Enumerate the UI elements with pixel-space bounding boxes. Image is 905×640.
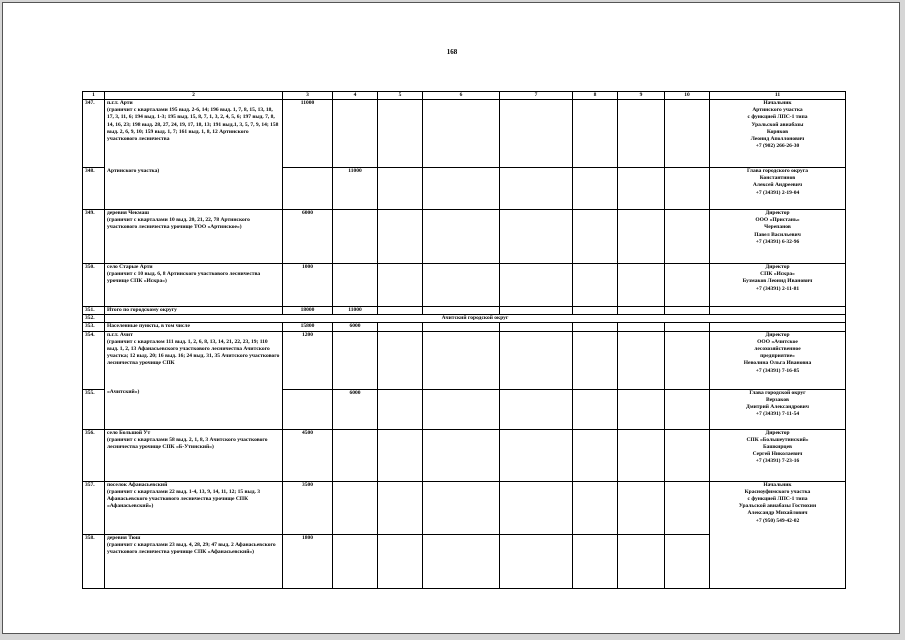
contact-cell: Глава городской округ Верзаков Дмитрий Александрович +7 (34391) 7-11-54 bbox=[710, 389, 846, 429]
col3-value: 1000 bbox=[283, 264, 333, 307]
row-number: 351. bbox=[83, 307, 105, 315]
row-number: 356. bbox=[83, 429, 105, 481]
header-col-3: 3 bbox=[283, 92, 333, 100]
row-number: 352. bbox=[83, 315, 105, 323]
col3-value: 11000 bbox=[283, 100, 333, 168]
row-number: 349. bbox=[83, 210, 105, 264]
contact-cell: Директор СПК «Большеутинский» Башкирцев Сергей Николаевич +7 (34391) 7-23-16 bbox=[710, 429, 846, 481]
settlement-name: деревня Чекмаш bbox=[107, 210, 149, 216]
header-col-2: 2 bbox=[105, 92, 283, 100]
header-col-9: 9 bbox=[618, 92, 665, 100]
settlement-name: деревня Тюш bbox=[107, 534, 141, 541]
settlement-boundary: (граничит с 10 выд. 6, 8 Артинского участкового лесничества урочище СПК «Искра») bbox=[107, 271, 261, 285]
settlement-name: «Ачитский») bbox=[105, 389, 283, 429]
settlement-boundary: (граничит с кварталом 111 выд. 1, 2, 6, 8, 13, 14, 21, 22, 23, 19; 110 выд. 1, 2, 13 Афанасьевского участкового лесничества Ачитского участка; 12 выд. 20; 16 выд. 16; 24 выд. 31, 35 Ачитского участкового лесничества урочище СПК bbox=[107, 338, 280, 367]
settlement-name: Артинского участка) bbox=[105, 168, 283, 210]
settlement-boundary: (граничит с кварталами 58 выд. 2, 1, 8, 3 Ачитского участкового лесничества урочище СПК «Б-Утинский») bbox=[107, 436, 268, 451]
settlement-boundary: (граничит с кварталами 23 выд. 4, 28, 29; 47 выд. 2 Афанасьевского участкового лесничества урочище СПК «Афанасьевский») bbox=[107, 541, 276, 556]
table-row bbox=[83, 100, 846, 168]
contact-cell: Начальник Красноуфимского участка с функцией ЛПС-1 типа Уральской авиабазы Гостюхин Александр Михайлович +7 (950) 549-42-02 bbox=[710, 481, 846, 588]
row-number: 347. bbox=[83, 100, 105, 168]
col3-value: 3500 bbox=[283, 481, 333, 534]
row-number: 350. bbox=[83, 264, 105, 307]
row-number: 357. bbox=[83, 481, 105, 534]
contact-cell: Директор ООО «Ачитское лесохозяйственное предприятие» Неволина Ольга Ивановна +7 (34391) 7-16-85 bbox=[710, 331, 846, 389]
settlement-name: п.г.т. Ачит bbox=[107, 331, 133, 338]
settlement-cell bbox=[105, 210, 283, 264]
settlement-name: п.г.т. Арти bbox=[107, 100, 133, 106]
row-label: Итого по городскому округу bbox=[105, 307, 283, 315]
col3-value: 6000 bbox=[283, 210, 333, 264]
table-row bbox=[83, 481, 846, 534]
header-col-11: 11 bbox=[710, 92, 846, 100]
table-row bbox=[83, 307, 846, 315]
settlement-boundary: (граничит с кварталами 22 выд. 1-4, 13, 9, 14, 11, 12; 15 выд. 3 Афанасьевского участкового лесничества урочище СПК «Афанасьевский») bbox=[107, 488, 261, 510]
section-title: Ачитский городской округ bbox=[105, 315, 846, 323]
col3-value: 1200 bbox=[283, 331, 333, 389]
page-number: 168 bbox=[446, 48, 458, 56]
settlement-cell bbox=[105, 100, 283, 168]
col3-value: 1800 bbox=[283, 534, 333, 588]
col3-value: 18000 bbox=[283, 307, 333, 315]
settlement-cell bbox=[105, 429, 283, 481]
row-number: 353. bbox=[83, 323, 105, 331]
header-col-5: 5 bbox=[378, 92, 423, 100]
table-row bbox=[83, 210, 846, 264]
settlement-boundary: (граничит с кварталами 10 выд. 20, 21, 22, 78 Артинского участкового лесничества урочище ТОО «Артинское») bbox=[107, 217, 250, 231]
document-page bbox=[2, 2, 900, 634]
settlement-name: село Большой Ут bbox=[107, 429, 151, 436]
header-col-4: 4 bbox=[333, 92, 378, 100]
contact-cell: Начальник Артинского участка с функцией ЛПС-1 типа Уральской авиабазы Коряков Леонид Аполлонович +7 (902) 266-26-30 bbox=[710, 100, 846, 168]
col3-value: 4500 bbox=[283, 429, 333, 481]
settlement-name: село Старые Арти bbox=[107, 264, 153, 270]
table-row bbox=[83, 323, 846, 331]
header-col-7: 7 bbox=[500, 92, 573, 100]
table-row bbox=[83, 429, 846, 481]
col3-value: 15800 bbox=[283, 323, 333, 331]
header-col-1: 1 bbox=[83, 92, 105, 100]
settlement-cell bbox=[105, 481, 283, 534]
row-label: Населенные пункты, в том числе bbox=[105, 323, 283, 331]
settlement-cell bbox=[105, 534, 283, 588]
contact-cell: Глава городского округа Константинов Алексей Андреевич +7 (34391) 2-19-04 bbox=[710, 168, 846, 210]
fire-plan-table bbox=[82, 91, 846, 589]
row-number: 354. bbox=[83, 331, 105, 389]
table-row bbox=[83, 264, 846, 307]
table-row bbox=[83, 389, 846, 429]
row-number: 355. bbox=[83, 389, 105, 429]
header-row bbox=[83, 92, 846, 100]
col4-value: 6000 bbox=[333, 389, 378, 429]
contact-cell: Директор ООО «Пристань» Черепанов Павел Васильевич +7 (34391) 6-32-96 bbox=[710, 210, 846, 264]
table-row bbox=[83, 315, 846, 323]
col4-value: 6000 bbox=[333, 323, 378, 331]
table-row bbox=[83, 168, 846, 210]
settlement-cell bbox=[105, 331, 283, 389]
contact-cell: Директор СПК «Искра» Бузмаков Леонид Иванович +7 (34391) 2-11-81 bbox=[710, 264, 846, 307]
row-number: 358. bbox=[83, 534, 105, 588]
settlement-cell bbox=[105, 264, 283, 307]
header-col-6: 6 bbox=[423, 92, 500, 100]
col4-value: 11000 bbox=[333, 307, 378, 315]
header-col-8: 8 bbox=[573, 92, 618, 100]
table-row bbox=[83, 331, 846, 389]
settlement-name: поселок Афанасьевский bbox=[107, 481, 168, 488]
settlement-boundary: (граничит с кварталами 195 выд. 2-6, 14; 196 выд. 1, 7, 8, 15, 13, 18, 17, 3, 11, 6; 194 выд. 1-3; 195 выд. 15, 8, 7, 1, 3, 2, 4, 5, 6; 197 выд. 7, 8, 14, 16, 23; 198 выд. 28, 27, 24, 19, 17, 18, 13; 191 выд.1, 3, 5, 7, 9, 14; 158 выд. 2, 6, 9, 10; 159 выд. 1, 7; 161 выд. 1, 8, 12 Артинского участкового лесничества bbox=[107, 107, 279, 143]
col4-value: 11000 bbox=[333, 168, 378, 210]
row-number: 348. bbox=[83, 168, 105, 210]
header-col-10: 10 bbox=[665, 92, 710, 100]
